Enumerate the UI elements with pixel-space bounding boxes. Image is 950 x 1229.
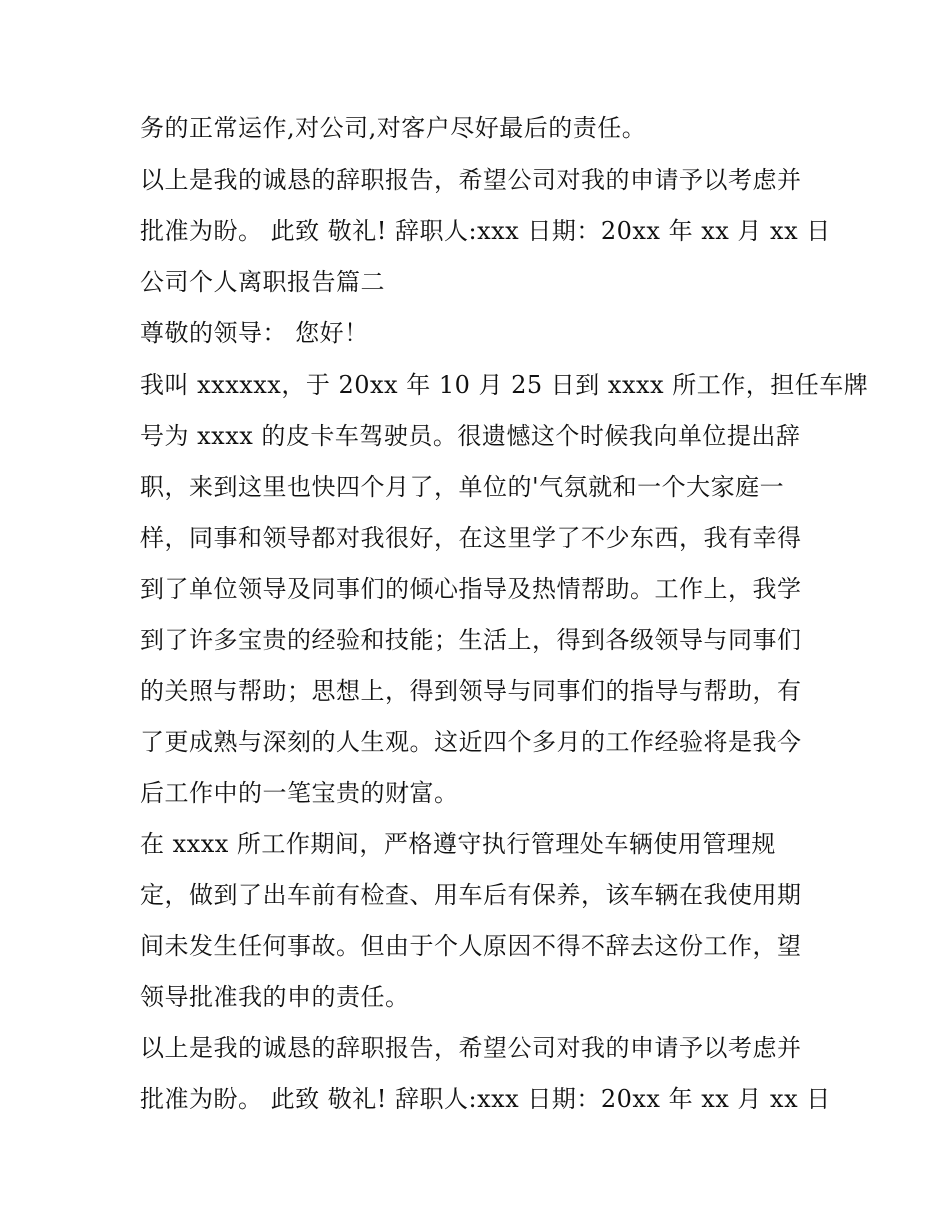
text-line: 我叫 xxxxxx，于 20xx 年 10 月 25 日到 xxxx 所工作，担任车牌	[140, 371, 869, 399]
text-line: 间未发生任何事故。但由于个人原因不得不辞去这份工作，望	[140, 932, 802, 960]
text-line: 到了许多宝贵的经验和技能；生活上，得到各级领导与同事们	[140, 626, 802, 654]
text-line: 号为 xxxx 的皮卡车驾驶员。很遗憾这个时候我向单位提出辞	[140, 422, 801, 450]
text-line: 在 xxxx 所工作期间，严格遵守执行管理处车辆使用管理规	[140, 830, 776, 858]
text-line: 以上是我的诚恳的辞职报告，希望公司对我的申请予以考虑并	[140, 1034, 802, 1062]
text-line: 了更成熟与深刻的人生观。这近四个多月的工作经验将是我今	[140, 728, 802, 756]
text-line: 样，同事和领导都对我很好，在这里学了不少东西，我有幸得	[140, 524, 802, 552]
section-heading: 公司个人离职报告篇二	[140, 268, 385, 296]
text-line: 批准为盼。 此致 敬礼! 辞职人:xxx 日期：20xx 年 xx 月 xx 日	[140, 217, 831, 245]
text-line: 后工作中的一笔宝贵的财富。	[140, 779, 459, 807]
text-line: 的关照与帮助；思想上，得到领导与同事们的指导与帮助，有	[140, 677, 802, 705]
text-line: 领导批准我的申的责任。	[140, 983, 410, 1011]
text-line: 务的正常运作,对公司,对客户尽好最后的责任。	[140, 114, 647, 142]
text-line: 定，做到了出车前有检查、用车后有保养，该车辆在我使用期	[140, 881, 802, 909]
text-line: 以上是我的诚恳的辞职报告，希望公司对我的申请予以考虑并	[140, 166, 802, 194]
text-line: 职，来到这里也快四个月了，单位的'气氛就和一个大家庭一	[140, 473, 785, 501]
salutation: 尊敬的领导： 您好！	[140, 319, 369, 347]
text-line: 批准为盼。 此致 敬礼! 辞职人:xxx 日期：20xx 年 xx 月 xx 日	[140, 1085, 831, 1113]
text-line: 到了单位领导及同事们的倾心指导及热情帮助。工作上，我学	[140, 575, 802, 603]
